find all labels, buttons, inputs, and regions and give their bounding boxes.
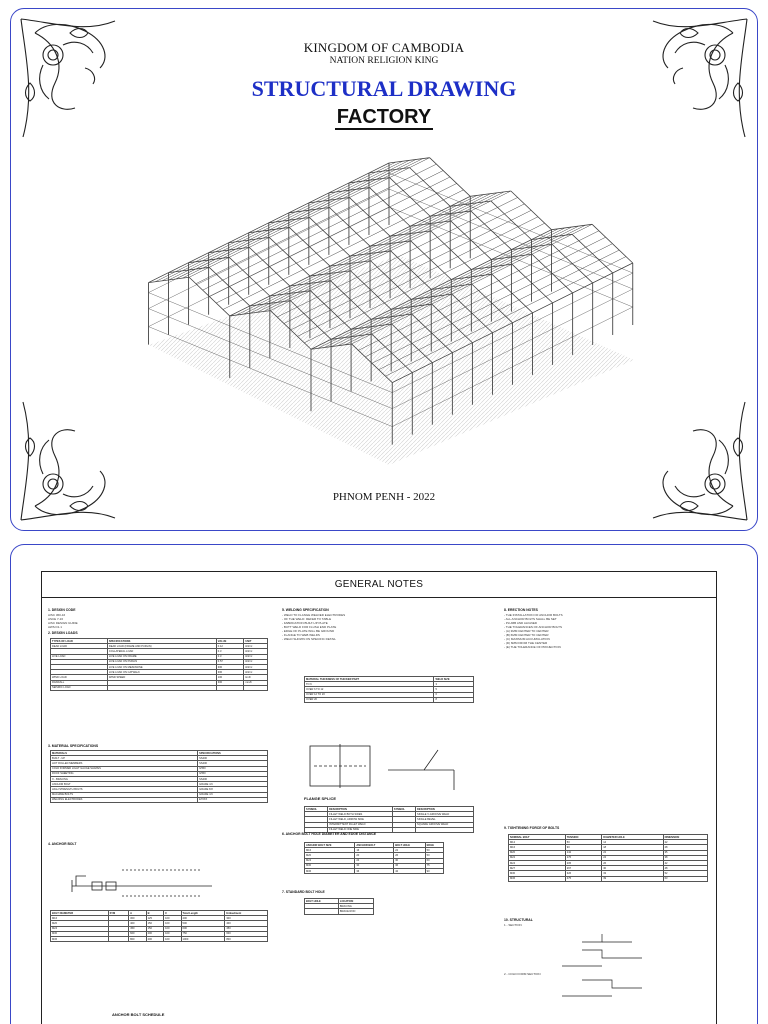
table-cell: 38 xyxy=(663,855,707,860)
hole-heading: 6. ANCHOR BOLT HOLE DIAMETER AND EDGE DISTANCE xyxy=(282,832,377,836)
standard-bolt-hole-table xyxy=(304,898,374,915)
table-cell: 176 xyxy=(565,855,601,860)
table-header-cell: NOMINAL BOLT xyxy=(509,835,566,840)
table-header-cell: TENSION xyxy=(565,835,601,840)
place-and-date: PHNOM PENH - 2022 xyxy=(332,491,436,503)
table-cell: HIGH STRENGTH BOLTS xyxy=(51,787,198,792)
table-cell: 26 xyxy=(394,853,425,858)
cover-sheet xyxy=(10,8,758,531)
table-cell: 0.57 xyxy=(216,659,244,664)
table-cell: 475 xyxy=(565,876,601,881)
table-cell: X - BRACING xyxy=(51,776,198,781)
hole-section xyxy=(282,830,492,837)
table-cell: OVER 12 TO 20 xyxy=(305,692,434,697)
drawing-title: STRUCTURAL DRAWING xyxy=(251,76,517,101)
table-header-cell: A xyxy=(129,911,146,916)
table-cell: M20 xyxy=(51,921,109,926)
table-cell: 63 xyxy=(663,876,707,881)
bolt-tightening-table xyxy=(508,834,708,882)
erection-line: - (B) 6MM CENTER TO CENTER xyxy=(504,633,549,637)
table-cell: 400 xyxy=(129,921,146,926)
table-cell: 30 xyxy=(394,858,425,863)
table-cell: M16 xyxy=(51,916,109,921)
bottom-right-ornament-icon xyxy=(633,396,753,526)
table-cell: LIVE LOAD ON FRAME xyxy=(107,654,216,659)
erection-line: - (A) 3MM CENTER TO CENTER xyxy=(504,629,549,633)
table-cell: mm/h xyxy=(244,680,268,685)
table-header-cell: WELD SIZE xyxy=(434,677,474,682)
table-cell: 400 xyxy=(225,921,268,926)
table-cell: kN/m² xyxy=(244,654,268,659)
table-cell: LIVE LOAD ON CATWALK xyxy=(107,670,216,675)
table-cell: M16 xyxy=(305,848,355,853)
table-header-cell: LOCATION xyxy=(338,899,373,904)
table-cell xyxy=(244,685,268,690)
table-cell: SEISMIC LOAD xyxy=(51,685,108,690)
table-cell: 267 xyxy=(565,866,601,871)
table-cell: 36 xyxy=(394,863,425,868)
table-cell: 150 xyxy=(146,921,163,926)
erection-line: - THE INSTALLATION OF ANCHOR BOLTS xyxy=(504,613,563,617)
frame-member xyxy=(389,173,633,273)
table-cell: G550 xyxy=(198,771,268,776)
table-cell: 3 xyxy=(434,682,474,687)
table-cell: 0.3 xyxy=(216,649,244,654)
table-cell: 20 xyxy=(355,853,394,858)
table-header-cell: ANCHOR BOLT xyxy=(355,843,394,848)
table-header-cell: BOLT DIAMETER xyxy=(51,911,109,916)
table-cell: 28 xyxy=(663,845,707,850)
table-header-cell: EDGE xyxy=(425,843,443,848)
design-loads-heading: 2. DESIGN LOADS xyxy=(48,631,78,635)
table-cell: 500 xyxy=(181,921,225,926)
table-cell xyxy=(107,685,216,690)
table-cell: kN/m² xyxy=(244,649,268,654)
table-cell: INTERMITTENT FILLET WELD xyxy=(328,822,393,827)
structural-heading: 10. STRUCTURAL xyxy=(504,918,533,922)
table-cell: M36 xyxy=(51,936,109,941)
table-cell: 52 xyxy=(663,871,707,876)
table-cell: SINGLE V-GROOVE WELD xyxy=(416,812,474,817)
table-cell: M12 xyxy=(509,840,566,845)
table-cell: 142 xyxy=(565,850,601,855)
table-cell: TO 6 xyxy=(305,682,434,687)
table-cell: G550 xyxy=(198,766,268,771)
anchor-heading: 4. ANCHOR BOLT xyxy=(48,842,77,846)
anchor-section xyxy=(48,840,268,847)
table-cell: RAINFALL xyxy=(51,680,108,685)
table-header-cell: SYMBOL xyxy=(392,807,415,812)
table-cell: 5 xyxy=(434,687,474,692)
anchor-bolt-schedule-table xyxy=(50,910,268,942)
table-cell: 6 xyxy=(434,692,474,697)
table-cell: 100 xyxy=(216,675,244,680)
table-cell: 8 xyxy=(434,697,474,702)
table-header-cell: UNIT xyxy=(244,639,268,644)
welding-line: - FABRICATION BUILT-UP PLATE xyxy=(282,621,328,625)
table-cell: WELDING ELECTRODES xyxy=(51,797,198,802)
table-cell: 50 xyxy=(565,840,601,845)
table-cell: LIVE LOAD xyxy=(51,654,108,659)
table-cell: WIND LOAD xyxy=(51,675,108,680)
table-cell: M27 xyxy=(509,866,566,871)
table-cell: COLLATERAL LOAD xyxy=(107,649,216,654)
erection-line: - (D) 6MM FROM THE CENTER xyxy=(504,641,548,645)
notes-column-1 xyxy=(48,606,268,636)
tightening-heading: 9. TIGHTENING FORCE OF BOLTS xyxy=(504,826,560,830)
table-cell: 300 xyxy=(216,664,244,669)
table-cell: MACHINE BOLTS xyxy=(51,792,198,797)
table-header-cell: SPECIFICATIONS xyxy=(198,751,268,756)
table-cell: SQUARE GROOVE WELD xyxy=(416,822,474,827)
erection-line: - ALL ANCHOR BOLTS SHALL BE SET xyxy=(504,617,557,621)
erection-heading: 8. ERECTION NOTES xyxy=(504,608,538,612)
table-cell: COLD FORMED LIGHT GAUGE SHAPES xyxy=(51,766,198,771)
table-cell: 125 xyxy=(146,916,163,921)
table-cell: 800 xyxy=(129,936,146,941)
flange-splice-sketch xyxy=(304,740,484,795)
notes-column-2 xyxy=(282,606,492,641)
table-header-cell: MATERIALS xyxy=(51,751,198,756)
table-cell: BRACE ROD xyxy=(338,909,373,914)
table-header-cell: Embedment xyxy=(225,911,268,916)
table-cell: 42 xyxy=(663,860,707,865)
table-row xyxy=(51,936,268,941)
table-cell: 750 xyxy=(181,931,225,936)
table-row xyxy=(51,797,268,802)
erection-line: - PLUMB AND ALIGNED xyxy=(504,621,538,625)
notes-column-3 xyxy=(504,606,709,649)
table-cell: SS400 xyxy=(198,761,268,766)
table-cell: M24 xyxy=(51,926,109,931)
table-cell: M36 xyxy=(509,876,566,881)
table-cell: 33 xyxy=(602,871,663,876)
material-spec-table xyxy=(50,750,268,803)
section-label: 2 - COLD FORM SECTION xyxy=(504,972,541,976)
code-line: AWS D1.1 xyxy=(48,625,62,629)
table-cell: 450 xyxy=(129,926,146,931)
table-cell: 450 xyxy=(225,926,268,931)
table-header-cell: VALUE xyxy=(216,639,244,644)
table-cell: kN/m² xyxy=(244,670,268,675)
code-line: ASCE 7-16 xyxy=(48,617,64,621)
table-cell: FILLET WELD BOTH SIDES xyxy=(328,812,393,817)
table-cell: 48 xyxy=(663,866,707,871)
table-cell: 24 xyxy=(355,858,394,863)
table-cell: LIVE LOAD ON MEZZANINE xyxy=(107,664,216,669)
table-cell: M24 xyxy=(305,858,355,863)
table-cell: M36 xyxy=(305,868,355,873)
table-cell: 22 xyxy=(663,840,707,845)
section-label: 1 - SECTION xyxy=(504,923,522,927)
table-cell: 600 xyxy=(129,931,146,936)
structural-section xyxy=(504,916,709,927)
table-cell: FILLET WELD ONE SIDE xyxy=(328,827,393,832)
table-cell: 26 xyxy=(602,860,663,865)
table-cell: kN/m² xyxy=(244,664,268,669)
table-cell xyxy=(216,685,244,690)
table-header-cell: DESCRIPTION xyxy=(416,807,474,812)
table-cell: LIVE LOAD ON PURLIN xyxy=(107,659,216,664)
welding-line: - WELD SHOWN ON SPECIFIC DETAIL xyxy=(282,637,336,641)
table-cell: 16 xyxy=(355,848,394,853)
table-row xyxy=(305,697,474,702)
table-cell: DEAD LOAD (FRAME AND PURLIN) xyxy=(107,644,216,649)
table-cell: 22 xyxy=(394,848,425,853)
table-cell: WIND SPEED xyxy=(107,675,216,680)
table-header-cell: TYPES OF LOAD xyxy=(51,639,108,644)
table-cell: 30 xyxy=(355,863,394,868)
table-cell: OVER 6 TO 12 xyxy=(305,687,434,692)
table-header-cell: Total Length xyxy=(181,911,225,916)
table-cell xyxy=(305,909,339,914)
bottom-left-ornament-icon xyxy=(15,396,135,526)
erection-line: - (C) MAXIMUM ACCUMULATION xyxy=(504,637,550,641)
erection-line: - THE TOLERANCES OF ANCHOR BOLTS xyxy=(504,625,562,629)
welding-line: - EDGE OF PLATE WILL BE GROUND xyxy=(282,629,335,633)
weld-symbol-table xyxy=(304,806,474,833)
anchor-bolt-schedule-caption: ANCHOR BOLT SCHEDULE xyxy=(112,1012,165,1017)
table-cell: 39 xyxy=(602,876,663,881)
table-cell: 50 xyxy=(425,853,443,858)
table-cell: BUILT - UP xyxy=(51,756,198,761)
design-code-heading: 1. DESIGN CODE xyxy=(48,608,76,612)
table-cell: DEAD LOAD xyxy=(51,644,108,649)
table-cell: 150 xyxy=(146,926,163,931)
notes-title-box xyxy=(42,572,716,598)
table-cell: 60 xyxy=(425,858,443,863)
table-cell: E70XX xyxy=(198,797,268,802)
code-line: AISC 360-16 xyxy=(48,613,66,617)
table-header-cell: B xyxy=(146,911,163,916)
table-cell: 100 xyxy=(164,916,181,921)
table-header-cell: DIMENSION xyxy=(663,835,707,840)
table-cell: 50 xyxy=(425,848,443,853)
table-cell: ROOF SHEETING xyxy=(51,771,198,776)
table-row xyxy=(509,876,708,881)
welding-line: - BUTT WELD FOR FLUSH END PLATE xyxy=(282,625,337,629)
table-cell: 90 xyxy=(425,868,443,873)
table-cell: 326 xyxy=(565,871,601,876)
erection-line: - (E) THE TOLERANCE OF PROJECTION xyxy=(504,645,561,649)
table-cell: GRADE 4.6 xyxy=(198,782,268,787)
table-cell: 100 xyxy=(164,921,181,926)
table-cell: 14 xyxy=(602,840,663,845)
table-cell: 200 xyxy=(146,931,163,936)
table-cell: M30 xyxy=(51,931,109,936)
table-cell: 300 xyxy=(216,670,244,675)
table-cell: km/h xyxy=(244,675,268,680)
table-cell: 24 xyxy=(602,855,663,860)
anchor-bolt-sketch xyxy=(62,856,232,906)
table-cell: 300 xyxy=(129,916,146,921)
table-cell: 205 xyxy=(565,860,601,865)
table-row xyxy=(305,868,444,873)
table-cell: ANCHOR BOLT xyxy=(51,782,198,787)
table-cell: M20 xyxy=(509,850,566,855)
table-cell xyxy=(108,936,129,941)
table-cell: 800 xyxy=(225,936,268,941)
welding-line: - WELD TO FLANGE WELDED ELECTRODES xyxy=(282,613,346,617)
table-header-cell: BOLT HOLE xyxy=(394,843,425,848)
table-header-cell: SYM xyxy=(108,911,129,916)
table-header-cell: BOLT HOLE xyxy=(305,899,339,904)
table-cell: 100 xyxy=(164,931,181,936)
code-line: AISC DESIGN GUIDE xyxy=(48,621,78,625)
table-cell: M30 xyxy=(509,871,566,876)
table-header-cell: DIAMETER HOLE xyxy=(602,835,663,840)
kingdom-heading: KINGDOM OF CAMBODIA xyxy=(303,40,465,55)
table-cell: kN/m² xyxy=(244,659,268,664)
general-notes-sheet xyxy=(10,544,758,1024)
table-cell: M16 xyxy=(509,845,566,850)
table-row xyxy=(305,909,374,914)
table-cell: 100 xyxy=(164,926,181,931)
weld-size-table xyxy=(304,676,474,703)
table-cell: M22 xyxy=(509,855,566,860)
table-cell: M24 xyxy=(509,860,566,865)
material-section xyxy=(48,742,268,749)
table-cell: GRADE 8.8 xyxy=(198,787,268,792)
table-cell: 600 xyxy=(225,931,268,936)
table-header-cell: ANCHOR BOLT SIZE xyxy=(305,843,355,848)
project-name: FACTORY xyxy=(336,106,432,128)
table-cell: 300 xyxy=(225,916,268,921)
steel-frame-3d-render xyxy=(129,135,649,480)
table-cell: 300 xyxy=(216,680,244,685)
table-header-cell: DESCRIPTION xyxy=(328,807,393,812)
welding-line: - OF THE WELD: REFER TO TABLE xyxy=(282,617,332,621)
table-cell: 75 xyxy=(425,863,443,868)
tightening-section xyxy=(504,824,709,831)
table-header-cell: SYMBOL xyxy=(305,807,328,812)
table-cell: 400 xyxy=(181,916,225,921)
table-cell: GRADE 4.6 xyxy=(198,792,268,797)
table-cell: 0.12 xyxy=(216,644,244,649)
design-loads-table xyxy=(50,638,268,691)
table-cell: M30 xyxy=(305,863,355,868)
frame-member xyxy=(511,191,552,230)
section-callout-sketch xyxy=(522,928,702,1008)
table-cell: OVER 20 xyxy=(305,697,434,702)
table-cell: 42 xyxy=(394,868,425,873)
table-cell: SINGLE BEVEL xyxy=(416,817,474,822)
table-header-cell: C xyxy=(164,911,181,916)
material-heading: 3. MATERIAL SPECIFICATIONS xyxy=(48,744,99,748)
table-cell: 90 xyxy=(565,845,601,850)
table-cell: HOT ROLLED MEMBERS xyxy=(51,761,198,766)
table-cell: 35 xyxy=(663,850,707,855)
notes-title: GENERAL NOTES xyxy=(334,579,424,590)
table-cell: 600 xyxy=(181,926,225,931)
table-header-cell: SPECIFICATIONS xyxy=(107,639,216,644)
table-cell: M20 xyxy=(305,853,355,858)
table-cell: 1000 xyxy=(181,936,225,941)
welding-line: - FLANGE TO WEB WELDS xyxy=(282,633,320,637)
std-hole-section xyxy=(282,888,492,895)
anchor-hole-table xyxy=(304,842,444,874)
table-cell: SS400 xyxy=(198,756,268,761)
table-cell: SS400 xyxy=(198,776,268,781)
table-cell: 100 xyxy=(164,936,181,941)
nation-motto: NATION RELIGION KING xyxy=(329,56,439,66)
table-cell: 18 xyxy=(602,845,663,850)
table-cell: kN/m² xyxy=(244,644,268,649)
table-cell: 30 xyxy=(602,866,663,871)
cold-form-section xyxy=(504,972,709,976)
std-hole-heading: 7. STANDARD BOLT HOLE xyxy=(282,890,325,894)
welding-heading: 5. WELDING SPECIFICATION xyxy=(282,608,329,612)
table-cell: BRACING xyxy=(338,904,373,909)
flange-splice-caption: FLANGE SPLICE xyxy=(304,796,337,801)
table-cell: FILLET WELD, ARROW SIDE xyxy=(328,817,393,822)
table-cell: 36 xyxy=(355,868,394,873)
table-cell: 22 xyxy=(602,850,663,855)
table-cell: 200 xyxy=(146,936,163,941)
table-cell: 0.3 xyxy=(216,654,244,659)
notes-frame xyxy=(41,571,717,1024)
table-row xyxy=(51,685,268,690)
table-header-cell: MATERIAL THICKNESS OF THICKER PART xyxy=(305,677,434,682)
